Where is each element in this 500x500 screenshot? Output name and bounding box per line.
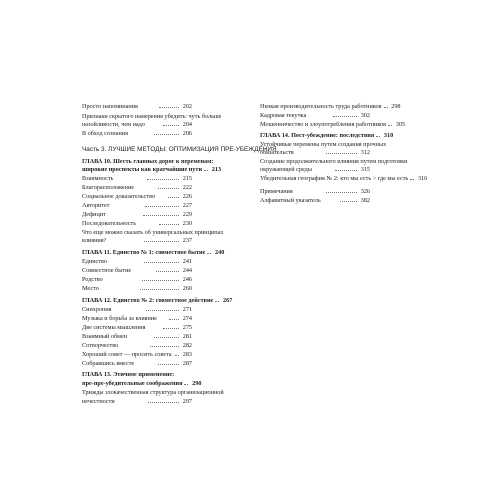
toc-entry: Что еще можно сказать об универсальных принципах — [82, 229, 224, 236]
toc-entry: Убедительная география № 2: кто мы есть > где мы есть 316 — [260, 175, 428, 182]
toc-entry: Кадровая текучка 302 — [260, 112, 370, 119]
chapter-heading: ГЛАВА 10. Шесть главных дорог к переменам: — [82, 158, 214, 165]
chapter-heading: широкие проспекты как кратчайшие пути 213 — [82, 166, 222, 173]
toc-entry: Синхрония 271 — [82, 306, 192, 313]
toc-entry: Взаимный обмен 281 — [82, 333, 192, 340]
toc-entry: Совместное бытие 244 — [82, 267, 192, 274]
part-heading: Часть 3. ЛУЧШИЕ МЕТОДЫ: ОПТИМИЗАЦИЯ ПРЕ-УБЕЖДЕНИЯ — [82, 146, 277, 153]
toc-entry: влияния? 237 — [82, 237, 192, 244]
toc-entry: Родство 246 — [82, 276, 192, 283]
toc-entry: Низкая производительность труда работников 298 — [260, 103, 401, 110]
toc-entry: Признаки скрытого намерения убедить: чуть больше — [82, 113, 222, 120]
toc-entry: Хороший совет — просить совета 283 — [82, 351, 192, 358]
toc-entry: Дефицит 229 — [82, 211, 193, 218]
chapter-heading: пре-пре-убедительные соображения 290 — [82, 380, 202, 387]
toc-entry: Трижды злокачественная структура организационной — [82, 389, 224, 396]
toc-entry: Музыка и борьба за влияние 274 — [82, 315, 192, 322]
toc-entry: окружающей среды 315 — [260, 166, 371, 173]
toc-entry: Примечания 326 — [260, 188, 370, 195]
toc-entry: Две системы мышления 275 — [82, 324, 193, 331]
toc-entry: Устойчивые перемены путем создания прочных — [260, 141, 387, 148]
toc-entry: Алфавитный указатель 382 — [260, 197, 370, 204]
chapter-heading: ГЛАВА 11. Единство № 1: совместное бытие 240 — [82, 249, 225, 256]
toc-entry: Создание продолжительного влияния путем подготовки — [260, 158, 408, 165]
toc-entry: Просто напоминания 202 — [82, 103, 192, 110]
toc-entry: Собравшись вместе 287 — [82, 360, 192, 367]
toc-entry: нечестности 297 — [82, 398, 192, 405]
chapter-heading: ГЛАВА 12. Единство № 2: совместное действие 267 — [82, 297, 233, 304]
toc-entry: Авторитет 227 — [82, 202, 193, 209]
toc-entry: Взаимность 215 — [82, 175, 193, 182]
toc-entry: обязательств 312 — [260, 149, 371, 156]
toc-entry: Единство 241 — [82, 258, 193, 265]
toc-entry: Социальное доказательство 226 — [82, 193, 193, 200]
toc-entry: назойливости, чем надо 204 — [82, 121, 192, 128]
toc-entry: Благорасположение 222 — [82, 184, 192, 191]
toc-entry: Последовательность 230 — [82, 220, 193, 227]
chapter-heading: ГЛАВА 14. Пост-убеждение: последствия 310 — [260, 132, 394, 139]
chapter-heading: ГЛАВА 13. Этичное применение: — [82, 371, 175, 378]
toc-entry: Место 260 — [82, 285, 193, 292]
toc-entry: Мошенничество и злоупотребления работников 305 — [260, 121, 406, 128]
toc-entry: В обход сознания 206 — [82, 130, 192, 137]
toc-entry: Сотворчество 282 — [82, 342, 193, 349]
